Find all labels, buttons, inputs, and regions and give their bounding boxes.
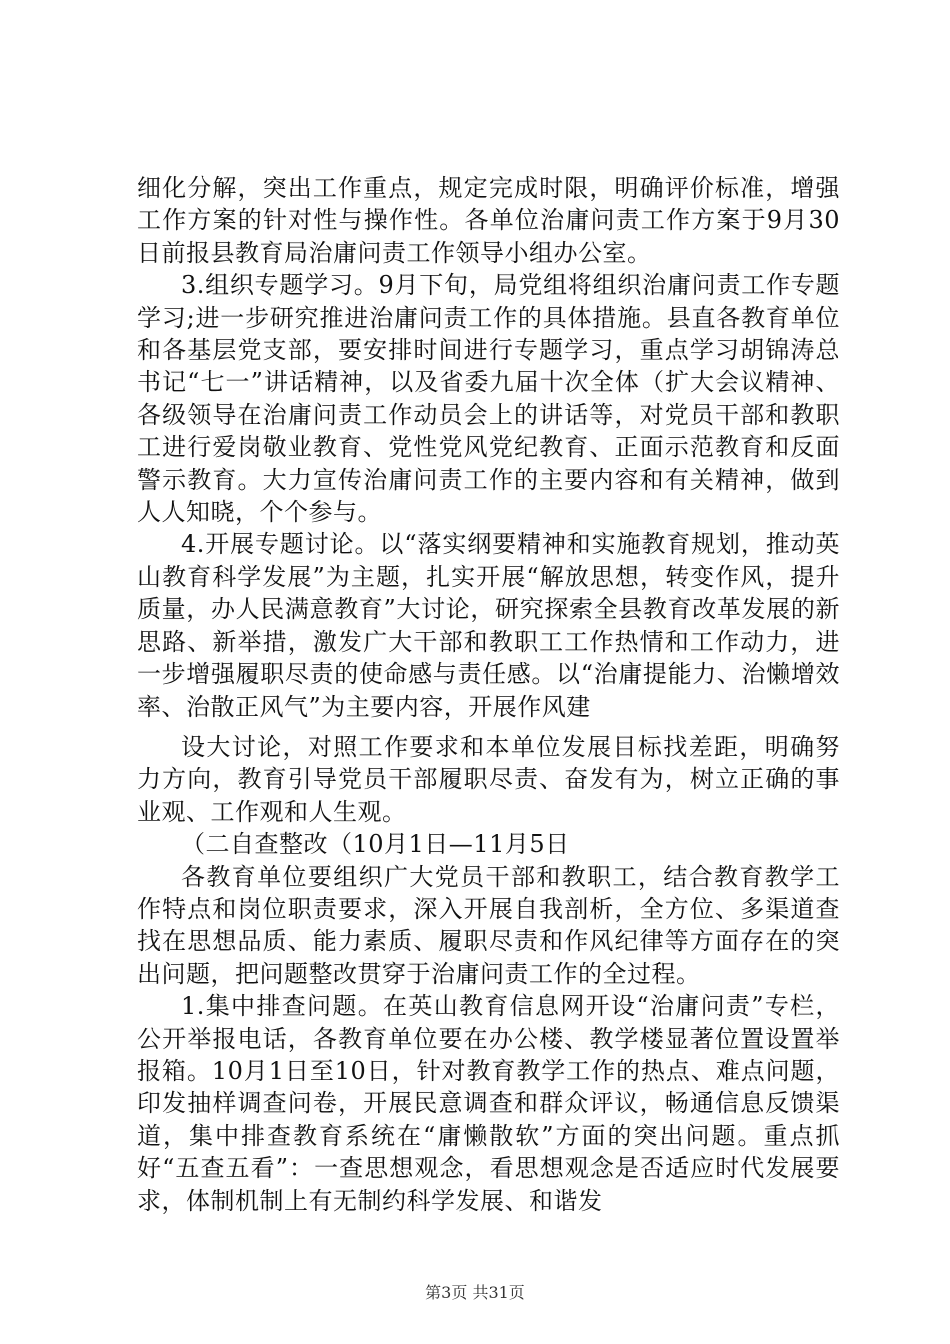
paragraph-discussion-continued: 设大讨论，对照工作要求和本单位发展目标找差距，明确努力方向，教育引导党员干部履职尽责、奋发有为，树立正确的事业观、工作观和人生观。 <box>137 732 840 826</box>
paragraph-organize-study: 3.组织专题学习。9月下旬，局党组将组织治庸问责工作专题学习;进一步研究推进治庸问责工作的具体措施。县直各教育单位和各基层党支部，要安排时间进行专题学习，重点学习胡锦涛总书记“七一”讲话精神，以及省委九届十次全体（扩大会议精神、各级领导在治庸问责工作动员会上的讲话等，对党员干部和教职工进行爱岗敬业教育、党性党风党纪教育、正面示范教育和反面警示教育。大力宣传治庸问责工作的主要内容和有关精神，做到人人知晓，个个参与。 <box>137 271 840 527</box>
paragraph-self-check-intro: 各教育单位要组织广大党员干部和教职工，结合教育教学工作特点和岗位职责要求，深入开展自我剖析，全方位、多渠道查找在思想品质、能力素质、履职尽责和作风纪律等方面存在的突出问题，把问题整改贯穿于治庸问责工作的全过程。 <box>137 862 840 988</box>
document-body <box>137 172 840 1217</box>
paragraph-centralized-inspection: 1.集中排查问题。在英山教育信息网开设“治庸问责”专栏，公开举报电话，各教育单位要在办公楼、教学楼显著位置设置举报箱。10月1日至10日，针对教育教学工作的热点、难点问题，印发抽样调查问卷，开展民意调查和群众评议，畅通信息反馈渠道，集中排查教育系统在“庸懒散软”方面的突出问题。重点抓好“五查五看”：一查思想观念，看思想观念是否适应时代发展要求，体制机制上有无制约科学发展、和谐发 <box>137 992 840 1215</box>
paragraph-topic-discussion: 4.开展专题讨论。以“落实纲要精神和实施教育规划，推动英山教育科学发展”为主题，扎实开展“解放思想，转变作风，提升质量，办人民满意教育”大讨论，研究探索全县教育改革发展的新思路、新举措，激发广大干部和教职工工作热情和工作动力，进一步增强履职尽责的使命感与责任感。以“治庸提能力、治懒增效率、治散正风气”为主要内容，开展作风建 <box>137 530 840 721</box>
page-footer <box>0 1280 950 1303</box>
paragraph-continuation: 细化分解，突出工作重点，规定完成时限，明确评价标准，增强工作方案的针对性与操作性。各单位治庸问责工作方案于9月30日前报县教育局治庸问责工作领导小组办公室。 <box>137 174 840 267</box>
page-number-label: 第3页 共31页 <box>425 1283 525 1302</box>
section-heading-self-check: （二自查整改（10月1日—11月5日 <box>181 830 570 859</box>
